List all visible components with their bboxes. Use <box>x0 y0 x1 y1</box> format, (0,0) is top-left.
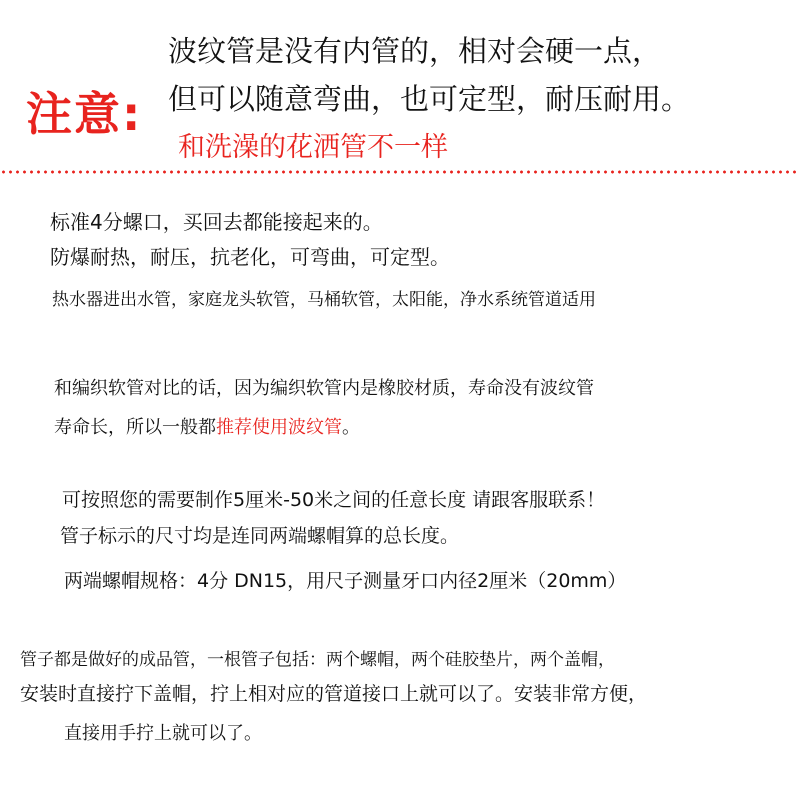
comparison-line-2-suffix: 。 <box>342 417 360 438</box>
comparison-line-2 <box>54 413 360 439</box>
comparison-line-2-prefix: 寿命长，所以一般都 <box>54 417 216 438</box>
custom-line-3: 两端螺帽规格：4分 DN15，用尺子测量牙口内径2厘米（20mm） <box>64 570 627 592</box>
feature-line-2: 防爆耐热，耐压，抗老化，可弯曲，可定型。 <box>50 245 450 269</box>
install-line-1: 管子都是做好的成品管，一根管子包括：两个螺帽，两个硅胶垫片，两个盖帽， <box>20 650 615 670</box>
header-line-1: 波纹管是没有内管的，相对会硬一点， <box>168 34 662 68</box>
install-line-3: 直接用手拧上就可以了。 <box>64 723 262 744</box>
install-line-2: 安装时直接拧下盖帽，拧上相对应的管道接口上就可以了。安装非常方便， <box>20 683 648 705</box>
custom-line-2: 管子标示的尺寸均是连同两端螺帽算的总长度。 <box>60 525 460 547</box>
header-line-2: 但可以随意弯曲，也可定型，耐压耐用。 <box>168 82 691 116</box>
comparison-highlight: 推荐使用波纹管 <box>216 417 342 438</box>
feature-line-1: 标准4分螺口，买回去都能接起来的。 <box>50 210 383 234</box>
custom-line-1: 可按照您的需要制作5厘米-50米之间的任意长度 请跟客服联系！ <box>62 489 606 511</box>
feature-line-3: 热水器进出水管，家庭龙头软管，马桶软管，太阳能，净水系统管道适用 <box>52 290 596 310</box>
notice-label: 注意: <box>26 87 143 141</box>
comparison-line-1: 和编织软管对比的话，因为编织软管内是橡胶材质，寿命没有波纹管 <box>54 378 594 399</box>
header-line-3-red: 和洗澡的花洒管不一样 <box>178 132 448 163</box>
dotted-divider <box>0 170 800 174</box>
